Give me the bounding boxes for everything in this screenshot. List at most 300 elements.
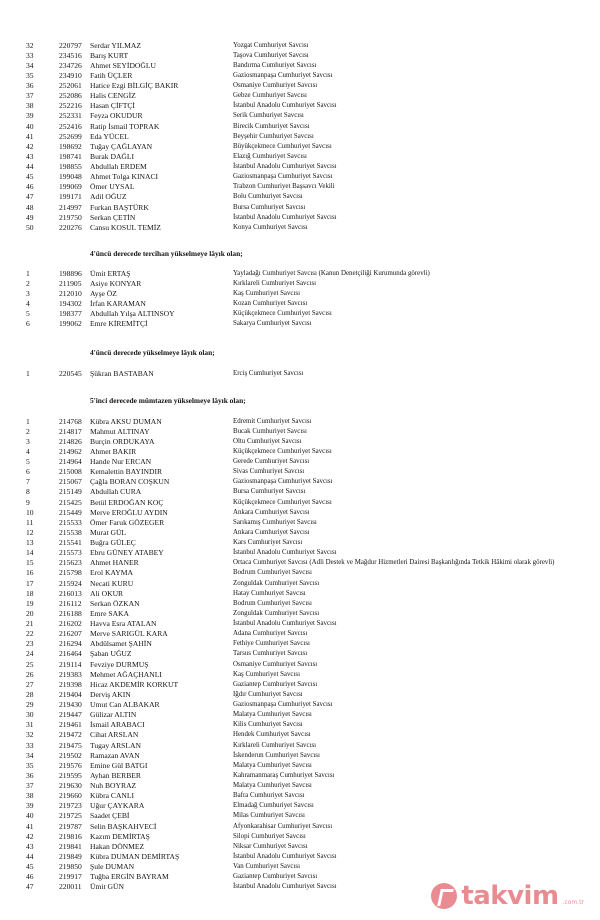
row-number: 4 [26, 298, 30, 308]
office-title: Gaziosmanpaşa Cumhuriyet Savcısı [233, 71, 333, 79]
list-section-2 [0, 269, 600, 330]
registry-number: 219447 [59, 710, 82, 720]
list-row [0, 842, 600, 852]
office-title: Osmaniye Cumhuriyet Savcısı [233, 82, 318, 89]
list-row [0, 741, 600, 751]
person-name: Buğra GÜLEÇ [90, 538, 136, 547]
list-row [0, 771, 600, 781]
office-title: Yayladağı Cumhuriyet Savcısı (Kanun Denetçiliği Kurumunda görevli) [233, 269, 430, 277]
list-row [0, 369, 600, 379]
row-number: 1 [26, 416, 30, 426]
list-row [0, 192, 600, 202]
registry-number: 219383 [59, 669, 82, 679]
takvim-logo-icon [431, 883, 457, 909]
office-title: Yozgat Cumhuriyet Savcısı [233, 41, 309, 49]
watermark-domain: .com.tr [562, 899, 584, 906]
office-title: Beyşehir Cumhuriyet Savcısı [233, 132, 314, 140]
row-number: 39 [26, 801, 34, 811]
list-row [0, 182, 600, 192]
person-name: Hande Nur ERCAN [90, 457, 152, 466]
registry-number: 198896 [59, 268, 82, 278]
registry-number: 219723 [59, 801, 82, 811]
office-title: Fethiye Cumhuriyet Savcısı [233, 640, 310, 648]
registry-number: 216188 [59, 608, 82, 618]
registry-number: 219630 [59, 781, 82, 790]
registry-number: 216013 [59, 588, 82, 598]
row-number: 17 [26, 578, 34, 588]
office-title: Büyükçekmece Cumhuriyet Savcısı [233, 142, 332, 150]
row-number: 33 [26, 740, 34, 750]
registry-number: 219576 [59, 760, 82, 770]
office-title: Kaş Cumhuriyet Savcısı [233, 670, 300, 678]
office-title: Gerede Cumhuriyet Savcısı [233, 458, 310, 465]
list-row [0, 319, 600, 329]
list-row [0, 132, 600, 142]
registry-number: 219430 [59, 700, 82, 709]
registry-number: 219461 [59, 720, 82, 730]
registry-number: 215538 [59, 527, 82, 537]
list-row [0, 700, 600, 710]
registry-number: 216464 [59, 649, 82, 659]
list-row [0, 528, 600, 538]
list-row [0, 670, 600, 680]
office-title: Malatya Cumhuriyet Savcısı [233, 782, 312, 789]
watermark-text: takvim [461, 881, 559, 911]
registry-number: 215449 [59, 507, 82, 517]
office-title: Kırklareli Cumhuriyet Savcısı [233, 279, 317, 287]
person-name: Hicaz AKDEMİR KORKUT [90, 679, 179, 689]
row-number: 16 [26, 568, 34, 578]
office-title: Kahramanmaraş Cumhuriyet Savcısı [233, 771, 335, 779]
list-row [0, 498, 600, 508]
person-name: Ayşe ÖZ [90, 288, 117, 298]
person-name: Mehmet AĞAÇHANLI [90, 669, 162, 679]
registry-number: 219816 [59, 831, 82, 841]
person-name: Tuğba ERGİN BAYRAM [90, 872, 169, 882]
person-name: Feyza OKUDUR [90, 111, 143, 121]
office-title: İstanbul Anadolu Cumhuriyet Savcısı [233, 883, 337, 891]
registry-number: 219398 [59, 679, 82, 689]
office-title: Sarıkamış Cumhuriyet Savcısı [233, 518, 317, 526]
row-number: 48 [26, 202, 34, 212]
registry-number: 219725 [59, 811, 82, 821]
person-name: Cihat ARSLAN [90, 730, 139, 740]
office-title: Ankara Cumhuriyet Savcısı [233, 508, 310, 516]
row-number: 1 [26, 268, 30, 278]
person-name: Kübra AKSU DUMAN [90, 416, 162, 426]
office-title: Adana Cumhuriyet Savcısı [233, 630, 308, 638]
office-title: İstanbul Anadolu Cumhuriyet Savcısı [233, 620, 337, 627]
row-number: 29 [26, 700, 34, 709]
person-name: Abdullah CURA [90, 487, 142, 497]
registry-number: 234910 [59, 70, 82, 80]
list-row [0, 781, 600, 791]
list-row [0, 811, 600, 821]
list-row [0, 61, 600, 71]
person-name: Merve SARIGÜL KARA [90, 629, 168, 639]
registry-number: 211905 [59, 278, 82, 288]
list-row [0, 487, 600, 497]
list-row [0, 447, 600, 457]
row-number: 28 [26, 689, 34, 699]
registry-number: 215798 [59, 568, 82, 578]
list-row [0, 111, 600, 121]
list-row [0, 289, 600, 299]
row-number: 36 [26, 770, 34, 780]
registry-number: 214768 [59, 416, 82, 426]
row-number: 26 [26, 669, 34, 679]
row-number: 35 [26, 760, 34, 770]
registry-number: 234516 [59, 50, 82, 60]
row-number: 46 [26, 182, 34, 192]
person-name: Kübra CANLI [90, 791, 135, 801]
row-number: 32 [26, 730, 34, 740]
list-row [0, 417, 600, 427]
registry-number: 216207 [59, 629, 82, 639]
row-number: 34 [26, 750, 34, 760]
list-row [0, 801, 600, 811]
row-number: 27 [26, 679, 34, 689]
office-title: Kilis Cumhuriyet Savcısı [233, 721, 303, 729]
office-title: Küçükçekmece Cumhuriyet Savcısı [233, 498, 332, 506]
person-name: Murat GÜL [90, 527, 127, 537]
row-number: 3 [26, 288, 30, 298]
list-row [0, 142, 600, 152]
row-number: 32 [26, 40, 34, 50]
row-number: 6 [26, 467, 30, 477]
registry-number: 215924 [59, 578, 82, 588]
person-name: Ahmet BAKIR [90, 446, 137, 456]
registry-number: 212010 [59, 288, 82, 298]
row-number: 12 [26, 527, 34, 537]
office-title: İstanbul Anadolu Cumhuriyet Savcısı [233, 213, 337, 221]
office-title: Kars Cumhuriyet Savcısı [233, 539, 303, 546]
list-row [0, 680, 600, 690]
row-number: 20 [26, 608, 34, 618]
registry-number: 219750 [59, 212, 82, 222]
row-number: 38 [26, 101, 34, 111]
office-title: Kırklareli Cumhuriyet Savcısı [233, 741, 317, 749]
office-title: Bolu Cumhuriyet Savcısı [233, 193, 303, 201]
person-name: Erol KAYMA [90, 568, 133, 578]
list-row [0, 599, 600, 609]
list-row [0, 81, 600, 91]
person-name: Ömer UYSAL [90, 182, 135, 192]
registry-number: 194302 [59, 298, 82, 308]
list-row [0, 649, 600, 659]
person-name: Adil OĞUZ [90, 192, 127, 202]
person-name: Abdullah Yılşa ALTINSOY [90, 309, 175, 318]
registry-number: 219787 [59, 821, 82, 831]
office-title: Elmadağ Cumhuriyet Savcısı [233, 802, 314, 810]
person-name: Cansu KOSUL TEMİZ [90, 222, 161, 232]
row-number: 2 [26, 426, 30, 436]
person-name: Şaban UĞUZ [90, 649, 132, 659]
office-title: Edremit Cumhuriyet Savcısı [233, 417, 312, 425]
office-title: Gebze Cumhuriyet Savcısı [233, 92, 307, 100]
list-row [0, 101, 600, 111]
office-title: Konya Cumhuriyet Savcısı [233, 223, 308, 231]
person-name: Havva Esra ATALAN [90, 619, 157, 628]
office-title: Gaziantep Cumhuriyet Savcısı [233, 680, 318, 688]
office-title: Osmaniye Cumhuriyet Savcısı [233, 660, 318, 668]
row-number: 4 [26, 446, 30, 456]
list-row [0, 279, 600, 289]
office-title: Birecik Cumhuriyet Savcısı [233, 122, 310, 130]
row-number: 11 [26, 517, 34, 527]
person-name: Saadet ÇEBİ [90, 811, 130, 821]
registry-number: 214997 [59, 202, 82, 212]
person-name: Fevziye DURMUŞ [90, 659, 149, 669]
person-name: Hakan DÖNMEZ [90, 841, 145, 851]
row-number: 14 [26, 548, 34, 558]
list-row [0, 152, 600, 162]
row-number: 42 [26, 141, 34, 151]
section-heading-4: 5'inci derecede mümtazen yükselmeye lâyık olan; [90, 396, 246, 405]
registry-number: 219502 [59, 750, 82, 760]
office-title: Sakarya Cumhuriyet Savcısı [233, 320, 312, 328]
person-name: Abdülsamet ŞAHİN [90, 639, 152, 649]
office-title: Zonguldak Cumhuriyet Savcısı [233, 609, 320, 617]
person-name: Selin BAŞKAHVECİ [90, 821, 157, 831]
person-name: Çağla BORAN COŞKUN [90, 477, 170, 487]
person-name: Şükran BASTABAN [90, 368, 154, 378]
registry-number: 198855 [59, 162, 82, 171]
row-number: 33 [26, 50, 34, 60]
list-row [0, 558, 600, 568]
list-row [0, 609, 600, 619]
list-row [0, 690, 600, 700]
person-name: Hatice Ezgi BİLGİÇ BAKIR [90, 81, 179, 90]
office-title: Gaziosmanpaşa Cumhuriyet Savcısı [233, 701, 333, 708]
office-title: Bafra Cumhuriyet Savcısı [233, 792, 305, 800]
list-row [0, 568, 600, 578]
office-title: Sivas Cumhuriyet Savcısı [233, 468, 305, 476]
office-title: Gaziosmanpaşa Cumhuriyet Savcısı [233, 173, 333, 181]
row-number: 18 [26, 588, 34, 598]
row-number: 47 [26, 882, 34, 892]
registry-number: 214817 [59, 426, 82, 436]
registry-number: 215425 [59, 497, 82, 507]
office-title: Hendek Cumhuriyet Savcısı [233, 731, 311, 739]
registry-number: 219472 [59, 730, 82, 740]
office-title: Afyonkarahisar Cumhuriyet Savcısı [233, 822, 333, 830]
list-row [0, 589, 600, 599]
registry-number: 199171 [59, 192, 82, 202]
person-name: Tugay ARSLAN [90, 740, 141, 750]
row-number: 13 [26, 538, 34, 547]
registry-number: 219850 [59, 862, 82, 871]
person-name: Serkan ÇETİN [90, 212, 136, 222]
row-number: 41 [26, 131, 34, 141]
office-title: Ortaca Cumhuriyet Savcısı (Adli Destek ve Mağdur Hizmetleri Dairesi Başkanlığında Tetkik Hâkimi olarak görevli) [233, 559, 555, 567]
section-heading-3: 4'üncü derecede yükselmeye lâyık olan; [90, 348, 215, 357]
person-name: Ratip İsmail TOPRAK [90, 121, 160, 131]
office-title: Ankara Cumhuriyet Savcısı [233, 528, 310, 536]
person-name: İrfan KARAMAN [90, 298, 146, 308]
person-name: Burak DAĞLI [90, 151, 135, 161]
registry-number: 252416 [59, 121, 82, 131]
office-title: Niksar Cumhuriyet Savcısı [233, 842, 308, 850]
registry-number: 220276 [59, 222, 82, 232]
list-row [0, 751, 600, 761]
list-row [0, 299, 600, 309]
person-name: Burçin ORDUKAYA [90, 436, 155, 446]
row-number: 36 [26, 81, 34, 90]
office-title: Bodrum Cumhuriyet Savcısı [233, 569, 312, 577]
registry-number: 219595 [59, 770, 82, 780]
row-number: 37 [26, 781, 34, 790]
office-title: Hatay Cumhuriyet Savcısı [233, 589, 306, 597]
list-row [0, 122, 600, 132]
list-row [0, 437, 600, 447]
person-name: Ömer Faruk GÖZEGER [90, 517, 165, 527]
list-row [0, 619, 600, 629]
person-name: Nuh BOYRAZ [90, 781, 137, 790]
list-row [0, 832, 600, 842]
registry-number: 219841 [59, 841, 82, 851]
office-title: Bandırma Cumhuriyet Savcısı [233, 61, 317, 69]
list-row [0, 223, 600, 233]
registry-number: 215533 [59, 517, 82, 527]
list-row [0, 730, 600, 740]
person-name: Serdar YILMAZ [90, 40, 141, 50]
person-name: Ahmet HANER [90, 558, 139, 568]
row-number: 5 [26, 309, 30, 318]
registry-number: 252216 [59, 101, 82, 111]
list-row [0, 477, 600, 487]
office-title: İstanbul Anadolu Cumhuriyet Savcısı [233, 549, 337, 557]
person-name: Şule DUMAN [90, 862, 135, 871]
office-title: Malatya Cumhuriyet Savcısı [233, 761, 312, 769]
registry-number: 216202 [59, 619, 82, 628]
registry-number: 214962 [59, 446, 82, 456]
person-name: Ayhan BERBER [90, 770, 141, 780]
office-title: Trabzon Cumhuriyet Başsavcı Vekili [233, 183, 335, 191]
list-row [0, 852, 600, 862]
list-row [0, 269, 600, 279]
person-name: İsmail ARABACI [90, 720, 145, 730]
registry-number: 219917 [59, 872, 82, 882]
office-title: Bursa Cumhuriyet Savcısı [233, 203, 306, 211]
registry-number: 198377 [59, 309, 82, 318]
office-title: İskenderun Cumhuriyet Savcısı [233, 751, 320, 759]
office-title: İstanbul Anadolu Cumhuriyet Savcısı [233, 102, 337, 110]
office-title: Kaş Cumhuriyet Savcısı [233, 289, 300, 297]
person-name: Barış KURT [90, 50, 129, 60]
registry-number: 219660 [59, 791, 82, 801]
registry-number: 198692 [59, 141, 82, 151]
office-title: Milas Cumhuriyet Savcısı [233, 812, 305, 820]
person-name: Ali OKUR [90, 588, 124, 598]
row-number: 2 [26, 278, 30, 288]
registry-number: 219404 [59, 689, 82, 699]
person-name: Abdullah ERDEM [90, 162, 147, 171]
office-title: Tarsus Cumhuriyet Savcısı [233, 650, 308, 658]
registry-number: 199069 [59, 182, 82, 192]
row-number: 15 [26, 558, 34, 568]
registry-number: 252331 [59, 111, 82, 121]
office-title: Bursa Cumhuriyet Savcısı [233, 488, 306, 496]
office-title: Serik Cumhuriyet Savcısı [233, 112, 304, 120]
office-title: Malatya Cumhuriyet Savcısı [233, 711, 312, 719]
row-number: 21 [26, 619, 34, 628]
person-name: Eda YÜCEL [90, 131, 129, 141]
office-title: Elazığ Cumhuriyet Savcısı [233, 152, 307, 160]
list-row [0, 467, 600, 477]
office-title: Oltu Cumhuriyet Savcısı [233, 437, 302, 445]
row-number: 25 [26, 659, 34, 669]
person-name: Merve EROĞLU AYDIN [90, 507, 168, 517]
office-title: Küçükçekmece Cumhuriyet Savcısı [233, 310, 332, 317]
list-row [0, 508, 600, 518]
person-name: Kazım DEMİRTAŞ [90, 831, 150, 841]
list-row [0, 172, 600, 182]
list-row [0, 579, 600, 589]
registry-number: 198741 [59, 151, 82, 161]
office-title: Küçükçekmece Cumhuriyet Savcısı [233, 447, 332, 455]
row-number: 40 [26, 121, 34, 131]
office-title: Iğdır Cumhuriyet Savcısı [233, 690, 303, 698]
row-number: 39 [26, 111, 34, 121]
list-row [0, 629, 600, 639]
list-row [0, 660, 600, 670]
row-number: 22 [26, 629, 34, 639]
registry-number: 220011 [59, 882, 82, 892]
person-name: Emre KİREMİTÇİ [90, 319, 148, 329]
list-row [0, 761, 600, 771]
person-name: Asiye KONYAR [90, 278, 142, 288]
row-number: 44 [26, 162, 34, 171]
registry-number: 215067 [59, 477, 82, 487]
row-number: 49 [26, 212, 34, 222]
office-title: Van Cumhuriyet Savcısı [233, 863, 300, 870]
list-section-3 [0, 369, 600, 379]
row-number: 40 [26, 811, 34, 821]
list-row [0, 309, 600, 319]
person-name: Ümit ERTAŞ [90, 268, 131, 278]
row-number: 10 [26, 507, 34, 517]
row-number: 6 [26, 319, 30, 329]
row-number: 35 [26, 70, 34, 80]
office-title: Erciş Cumhuriyet Savcısı [233, 369, 304, 377]
office-title: Bucak Cumhuriyet Savcısı [233, 427, 307, 435]
list-row [0, 162, 600, 172]
registry-number: 199048 [59, 172, 82, 182]
row-number: 47 [26, 192, 34, 202]
list-row [0, 710, 600, 720]
registry-number: 234726 [59, 60, 82, 70]
person-name: Ahmet SEYİDOĞLU [90, 60, 157, 70]
person-name: Ramazan AVAN [90, 750, 140, 760]
list-row [0, 548, 600, 558]
registry-number: 219475 [59, 740, 82, 750]
registry-number: 219849 [59, 851, 82, 861]
row-number: 43 [26, 151, 34, 161]
registry-number: 199062 [59, 319, 82, 329]
row-number: 24 [26, 649, 34, 659]
registry-number: 252061 [59, 81, 82, 90]
row-number: 31 [26, 720, 34, 730]
takvim-watermark [431, 882, 584, 910]
list-row [0, 538, 600, 548]
person-name: Mahmut ALTINAY [90, 426, 150, 436]
row-number: 30 [26, 710, 34, 720]
row-number: 37 [26, 91, 34, 101]
row-number: 8 [26, 487, 30, 497]
person-name: Gülizar ALTIN [90, 710, 137, 720]
registry-number: 215623 [59, 558, 82, 568]
